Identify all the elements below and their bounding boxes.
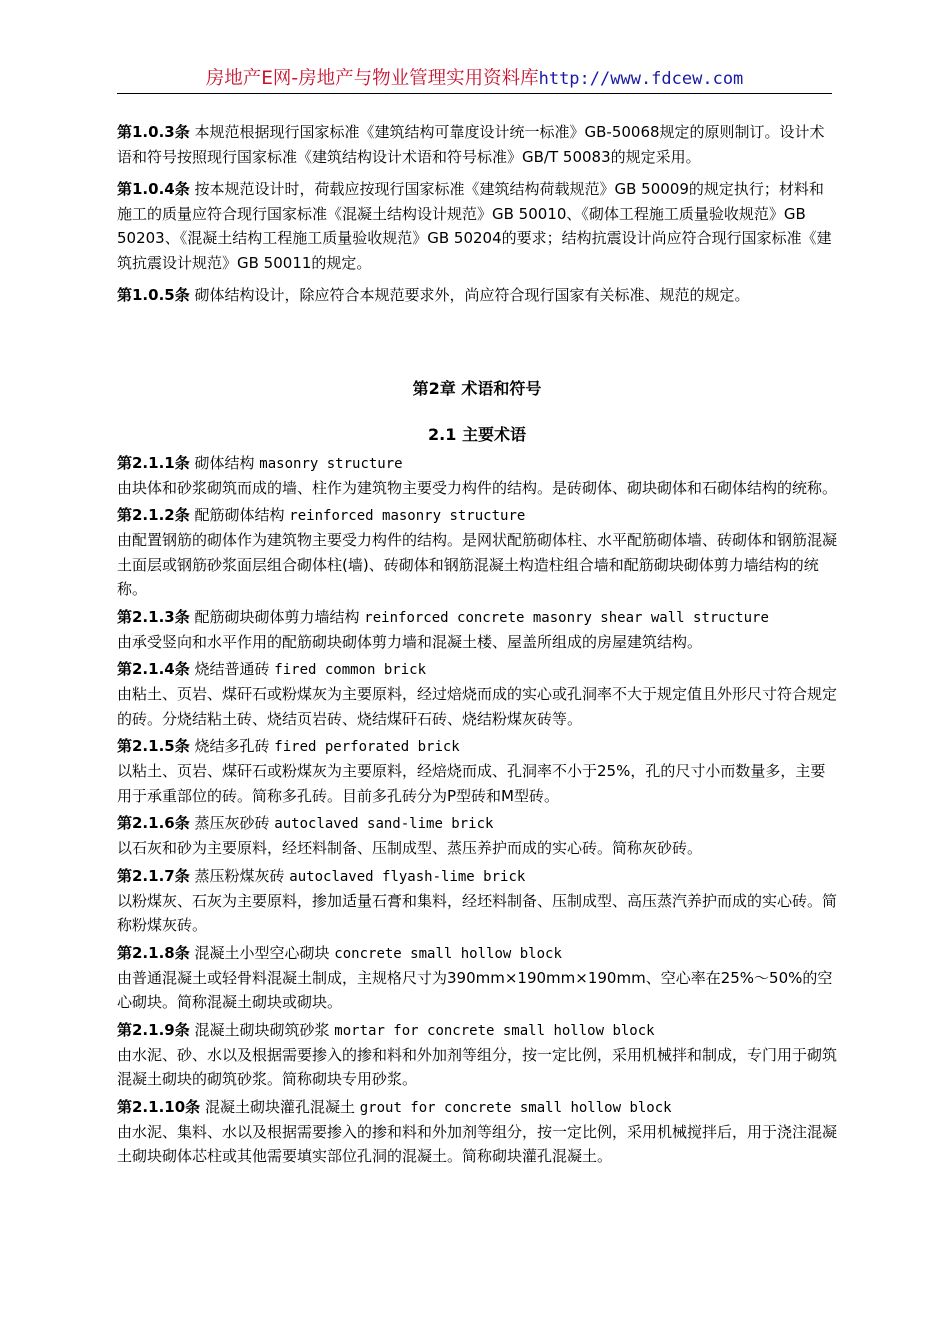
header-separator: - bbox=[291, 68, 299, 89]
term-name-zh: 混凝土砌块灌孔混凝土 bbox=[204, 1097, 355, 1116]
term-name-en: concrete small hollow block bbox=[334, 945, 562, 962]
term-definition: 由水泥、集料、水以及根据需要掺入的掺和料和外加剂等组分，按一定比例，采用机械搅拌后，用于浇注混凝土砌块砌体芯柱或其他需要填实部位孔洞的混凝土。简称砌块灌孔混凝土。 bbox=[117, 1122, 838, 1165]
header-url-link[interactable]: http://www.fdcew.com bbox=[538, 69, 744, 89]
clause-text: 砌体结构设计，除应符合本规范要求外，尚应符合现行国家有关标准、规范的规定。 bbox=[194, 286, 750, 304]
term-label: 第2.1.4条 bbox=[117, 660, 190, 678]
term-label: 第2.1.10条 bbox=[117, 1097, 201, 1116]
term-label: 第2.1.8条 bbox=[117, 943, 190, 962]
term-name-zh: 蒸压粉煤灰砖 bbox=[194, 866, 285, 885]
term-name-zh: 砌体结构 bbox=[194, 453, 255, 472]
term-definition: 以粉煤灰、石灰为主要原料，掺加适量石膏和集料，经坯料制备、压制成型、高压蒸汽养护而成的实心砖。简称粉煤灰砖。 bbox=[117, 891, 838, 934]
term-definition: 以粘土、页岩、煤矸石或粉煤灰为主要原料，经焙烧而成、孔洞率不小于25%，孔的尺寸小而数量多，主要用于承重部位的砖。简称多孔砖。目前多孔砖分为P型砖和M型砖。 bbox=[117, 762, 826, 805]
term-name-en: fired common brick bbox=[274, 662, 427, 678]
clause-label: 第1.0.3条 bbox=[117, 123, 190, 141]
term-label: 第2.1.3条 bbox=[117, 607, 190, 626]
term-name-zh: 配筋砌块砌体剪力墙结构 bbox=[194, 607, 360, 626]
clause-1-0-4 bbox=[117, 177, 837, 275]
term-name-zh: 烧结多孔砖 bbox=[194, 737, 270, 755]
header-site-name: 房地产E网 bbox=[205, 68, 292, 89]
clause-1-0-3 bbox=[117, 120, 837, 169]
term-label: 第2.1.7条 bbox=[117, 866, 190, 885]
term-definition: 由粘土、页岩、煤矸石或粉煤灰为主要原料，经过焙烧而成的实心或孔洞率不大于规定值且外形尺寸符合规定的砖。分烧结粘土砖、烧结页岩砖、烧结煤矸石砖、烧结粉煤灰砖等。 bbox=[117, 685, 838, 728]
section-title: 2.1 主要术语 bbox=[428, 424, 526, 444]
term-label: 第2.1.6条 bbox=[117, 814, 190, 832]
term-definition: 由配置钢筋的砌体作为建筑物主要受力构件的结构。是网状配筋砌体柱、水平配筋砌体墙、砖砌体和钢筋混凝土面层或钢筋砂浆面层组合砌体柱(墙)、砖砌体和钢筋混凝土构造柱组合墙和配筋砌块砌体剪力墙结构的统称。 bbox=[117, 531, 838, 598]
term-definition: 由块体和砂浆砌筑而成的墙、柱作为建筑物主要受力构件的结构。是砖砌体、砌块砌体和石砌体结构的统称。 bbox=[117, 478, 838, 497]
term-label: 第2.1.2条 bbox=[117, 506, 190, 524]
clause-label: 第1.0.4条 bbox=[117, 180, 190, 198]
term-name-en: fired perforated brick bbox=[274, 739, 460, 755]
term-name-zh: 混凝土砌块砌筑砂浆 bbox=[194, 1020, 330, 1039]
term-2-1-5 bbox=[117, 735, 837, 808]
page-header bbox=[117, 66, 832, 92]
term-2-1-8 bbox=[117, 942, 837, 1015]
term-2-1-3 bbox=[117, 606, 837, 655]
term-2-1-1 bbox=[117, 452, 837, 501]
term-definition: 由承受竖向和水平作用的配筋砌块砌体剪力墙和混凝土楼、屋盖所组成的房屋建筑结构。 bbox=[117, 632, 703, 651]
term-name-en: reinforced masonry structure bbox=[289, 508, 526, 524]
term-name-zh: 混凝土小型空心砌块 bbox=[194, 943, 330, 962]
term-label: 第2.1.5条 bbox=[117, 737, 190, 755]
term-label: 第2.1.9条 bbox=[117, 1020, 190, 1039]
term-name-zh: 配筋砌体结构 bbox=[194, 506, 285, 524]
term-definition: 以石灰和砂为主要原料，经坯料制备、压制成型、蒸压养护而成的实心砖。简称灰砂砖。 bbox=[117, 839, 703, 857]
document-body bbox=[117, 120, 837, 1173]
term-name-en: autoclaved sand-lime brick bbox=[274, 816, 494, 832]
term-2-1-7 bbox=[117, 865, 837, 938]
term-2-1-6 bbox=[117, 812, 837, 861]
term-2-1-4 bbox=[117, 658, 837, 731]
term-label: 第2.1.1条 bbox=[117, 453, 190, 472]
term-name-en: autoclaved flyash-lime brick bbox=[289, 868, 526, 885]
term-2-1-9 bbox=[117, 1019, 837, 1092]
term-definition: 由普通混凝土或轻骨料混凝土制成，主规格尺寸为390mm×190mm×190mm、空心率在25%～50%的空心砌块。简称混凝土砌块或砌块。 bbox=[117, 968, 833, 1011]
term-2-1-10 bbox=[117, 1096, 837, 1169]
term-name-en: grout for concrete small hollow block bbox=[359, 1099, 672, 1116]
term-name-zh: 蒸压灰砂砖 bbox=[194, 814, 270, 832]
term-2-1-2 bbox=[117, 504, 837, 602]
header-divider bbox=[117, 93, 832, 94]
clause-label: 第1.0.5条 bbox=[117, 286, 190, 304]
term-name-en: mortar for concrete small hollow block bbox=[334, 1022, 655, 1039]
clause-text: 本规范根据现行国家标准《建筑结构可靠度设计统一标准》GB-50068规定的原则制订。设计术语和符号按照现行国家标准《建筑结构设计术语和符号标准》GB/T 50083的规定采用。 bbox=[117, 123, 825, 166]
chapter-title: 第2章 术语和符号 bbox=[412, 378, 542, 398]
clause-1-0-5 bbox=[117, 283, 837, 308]
term-name-en: masonry structure bbox=[259, 455, 403, 472]
term-definition: 由水泥、砂、水以及根据需要掺入的掺和料和外加剂等组分，按一定比例，采用机械拌和制成，专门用于砌筑混凝土砌块的砌筑砂浆。简称砌块专用砂浆。 bbox=[117, 1045, 838, 1088]
term-name-en: reinforced concrete masonry shear wall structure bbox=[364, 609, 769, 626]
clause-text: 按本规范设计时，荷载应按现行国家标准《建筑结构荷载规范》GB 50009的规定执行；材料和施工的质量应符合现行国家标准《混凝土结构设计规范》GB 50010、《砌体工程施工质量验收规范》GB 50203、《混凝土结构工程施工质量验收规范》GB 50204的要求；结构抗震设计尚应符合现行国家标准《建筑抗震设计规范》GB 50011的规定。 bbox=[117, 180, 832, 272]
term-name-zh: 烧结普通砖 bbox=[194, 660, 270, 678]
header-tagline: 房地产与物业管理实用资料库 bbox=[298, 68, 539, 89]
